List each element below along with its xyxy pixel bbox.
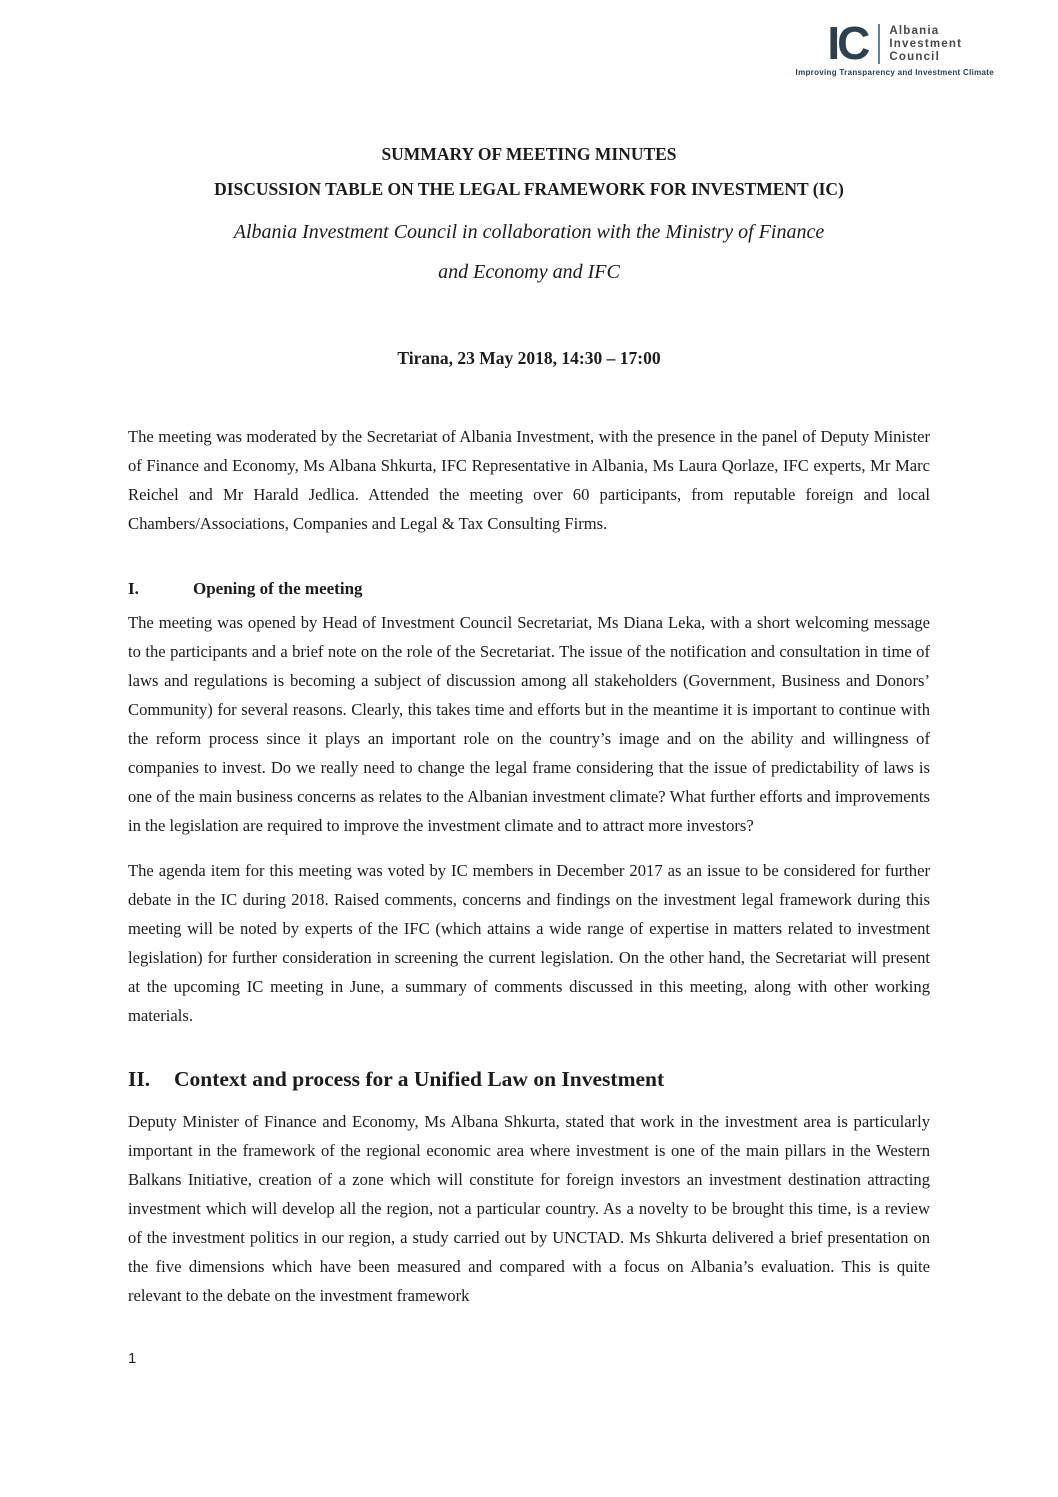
intro-paragraph: The meeting was moderated by the Secretariat of Albania Investment, with the presence in the panel of Deputy Minister of Finance and Economy, Ms Albana Shkurta, IFC Representative in Albania, Ms Laura Qorlaze, IFC experts, Mr Marc Reichel and Mr Harald Jedlica. Attended the meeting over 60 participants, from reputable foreign and local Chambers/Associations, Companies and Legal & Tax Consulting Firms.	[128, 426, 930, 533]
section-1-heading	[128, 579, 930, 599]
document-title-line-1: SUMMARY OF MEETING MINUTES	[381, 144, 677, 164]
section-1-paragraph: The agenda item for this meeting was voted by IC members in December 2017 as an issue to be considered for further debate in the IC during 2018. Raised comments, concerns and findings on the investment legal framework during this meeting will be noted by experts of the IFC (which attains a wide range of expertise in matters related to investment legislation) for further consideration in screening the current legislation. On the other hand, the Secretariat will present at the upcoming IC meeting in June, a summary of comments discussed in this meeting, along with other working materials.	[128, 860, 930, 1025]
section-opening-of-the-meeting	[128, 579, 930, 1030]
section-1-paragraph: The meeting was opened by Head of Investment Council Secretariat, Ms Diana Leka, with a short welcoming message to the participants and a brief note on the role of the Secretariat. The issue of the notification and consultation in time of laws and regulations is becoming a subject of discussion among all stakeholders (Government, Business and Donors’ Community) for several reasons. Clearly, this takes time and efforts but in the meantime it is important to continue with the reform process since it plays an important role on the country’s image and on the ability and willingness of companies to invest. Do we really need to change the legal frame considering that the issue of predictability of laws is one of the main business concerns as relates to the Albanian investment climate? What further efforts and improvements in the legislation are required to improve the investment climate and to attract more investors?	[128, 612, 930, 835]
meeting-date-time: Tirana, 23 May 2018, 14:30 – 17:00	[397, 347, 661, 368]
section-2-heading	[128, 1067, 930, 1092]
section-context-unified-law	[128, 1067, 930, 1310]
section-1-number: I.	[128, 578, 139, 598]
section-1-title: Opening of the meeting	[193, 578, 363, 598]
document-subtitle-line-2: and Economy and IFC	[438, 260, 620, 283]
page-number: 1	[128, 1350, 137, 1367]
section-2-paragraph: Deputy Minister of Finance and Economy, Ms Albana Shkurta, stated that work in the investment area is particularly important in the framework of the regional economic area where investment is one of the main pillars in the Western Balkans Initiative, creation of a zone which will constitute for foreign investors an investment destination attracting investment which will develop all the region, not a particular country. As a novelty to be brought this time, is a review of the investment politics in our region, a study carried out by UNCTAD. Ms Shkurta delivered a brief presentation on the five dimensions which have been measured and compared with a focus on Albania’s evaluation. This is quite relevant to the debate on the investment framework	[128, 1111, 930, 1305]
logo-top-row	[827, 17, 963, 70]
logo-tagline: Improving Transparency and Investment Climate	[795, 68, 994, 77]
ic-monogram-icon: IC	[827, 17, 868, 70]
document-subtitle-line-1: Albania Investment Council in collaboration with the Ministry of Finance	[233, 220, 825, 243]
section-2-number: II.	[128, 1066, 151, 1091]
logo-name-block	[889, 25, 962, 64]
logo-name-line: Investment	[889, 37, 963, 50]
logo-name-line: Albania	[889, 24, 940, 37]
document-title-line-2: DISCUSSION TABLE ON THE LEGAL FRAMEWORK FOR INVESTMENT (IC)	[214, 178, 844, 199]
section-2-title: Context and process for a Unified Law on Investment	[174, 1066, 665, 1091]
logo-divider	[878, 24, 880, 64]
logo-name-line: Council	[889, 50, 940, 63]
albania-investment-council-logo	[795, 17, 994, 77]
